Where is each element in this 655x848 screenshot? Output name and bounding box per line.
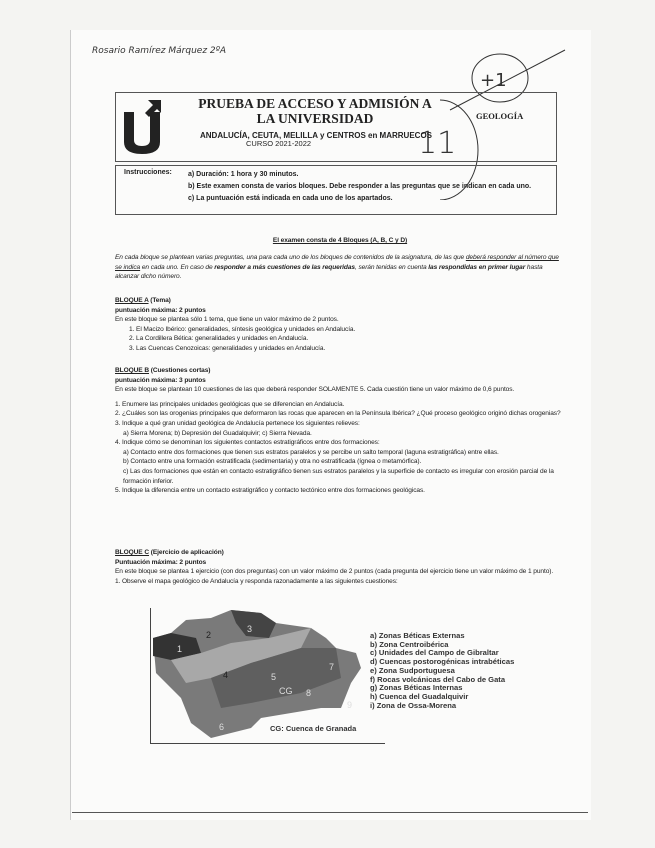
topic-item: 1. El Macizo Ibérico: generalidades, síntesis geológica y unidades en Andalucía. [129, 325, 356, 333]
legend-item: f) Rocas volcánicas del Cabo de Gata [370, 674, 506, 684]
legend-item: i) Zona de Ossa-Morena [370, 700, 457, 710]
instructions-box [115, 165, 557, 215]
topic-item-selected: 3. Las Cuencas Cenozoicas: generalidades y unidades en Andalucía. [129, 344, 326, 352]
svg-text:1: 1 [177, 644, 183, 654]
intro-paragraph: En cada bloque se plantean varias preguntas, una para cada uno de los bloques de contenidos de la asignatura, de las que deberá responder al número que se indica en cada uno. En caso de responder a más cuestiones de las requeridas, serán tenidas en cuenta las respondidas en primer lugar hasta alcanzar dicho número. [115, 254, 559, 281]
map-legend [370, 632, 514, 710]
svg-text:9: 9 [347, 700, 353, 710]
legend-item: a) Zonas Béticas Externas [370, 631, 465, 640]
svg-text:7: 7 [329, 662, 335, 672]
legend-item: d) Cuencas postorogénicas intrabéticas [370, 657, 515, 667]
svg-text:6: 6 [219, 722, 225, 732]
score-mark: 11 [418, 126, 457, 161]
legend-item: e) Zona Sudportuguesa [370, 665, 455, 675]
question-item: 2. ¿Cuáles son las orogenias principales que deformaron las rocas que aparecen en la Península Ibérica? ¿Qué proceso geológico originó dichas orogenias? [115, 410, 561, 418]
svg-text:5: 5 [271, 672, 277, 682]
map-caption: CG: Cuenca de Granada [270, 724, 357, 733]
exam-region: ANDALUCÍA, CEUTA, MELILLA y CENTROS en MARRUECOS [200, 131, 432, 140]
instruction-item: c) La puntuación está indicada en cada uno de los apartados. [188, 195, 393, 202]
instruction-item: a) Duración: 1 hora y 30 minutos. [188, 171, 299, 178]
legend-item: g) Zonas Béticas Internas [370, 683, 463, 693]
exam-title: PRUEBA DE ACCESO Y ADMISIÓN A LA UNIVERSIDAD [198, 96, 432, 126]
svg-text:3: 3 [247, 624, 253, 634]
svg-text:4: 4 [223, 670, 229, 680]
svg-text:8: 8 [306, 688, 312, 698]
topic-item: 2. La Cordillera Bética: generalidades y unidades en Andalucía. [129, 335, 309, 343]
bonus-mark: +1 [480, 70, 507, 91]
question-item: 5. Indique la diferencia entre un contacto estratigráfico y contacto tectónico entre dos formaciones geológicas. [115, 487, 425, 495]
instruction-item: b) Este examen consta de varios bloques. Debe responder a las preguntas que se indican en cada uno. [188, 183, 532, 190]
question-item: 3. Indique a qué gran unidad geológica de Andalucía pertenece los siguientes relieves: [115, 419, 360, 427]
student-name-handwritten: Rosario Ramírez Márquez 2ºA [92, 46, 227, 56]
bloque-b: BLOQUE B (Cuestiones cortas) puntuación máxima: 3 puntos En este bloque se plantean 10 cuestiones de las que deberá responder SOLAMENTE 5. Cada cuestión tiene un valor máximo de 0,6 puntos. 1. Enumere las principales unidades geológicas que se diferencian en Andalucía. 2. ¿Cuáles son las orogenias principales que deformaron las rocas que aparecen en la Península Ibérica? ¿Qué proceso geológico originó dichas orogenias? 3. Indique a qué gran unidad geológica de Andalucía pertenece los siguientes relieves: a) Sierra Morena; b) Depresión del Guadalquivir; c) Sierra Nevada. 4. Indique cómo se denominan los siguientes contactos estratigráficos entre dos formaciones: a) Contacto entre dos formaciones que tienen sus estratos paralelos y se percibe un salto temporal (laguna estratigráfica) entre ellas. b) Contacto entre una formación estratificada (sedimentaria) y otra no estratificada (ígnea o metamórfica). c) Las dos formaciones que están en contacto estratigráfico tienen sus estratos paralelos y la superficie de contacto es irregular con erosión parcial de la formación inferior. 5. Indique la diferencia entre un contacto estratigráfico y contacto tectónico entre dos formaciones geológicas. [115, 366, 565, 496]
bloque-a: BLOQUE A (Tema) puntuación máxima: 2 puntos En este bloque se plantea sólo 1 tema, que tiene un valor máximo de 2 puntos. 1. El Macizo Ibérico: generalidades, síntesis geológica y unidades en Andalucía. 2. La Cordillera Bética: generalidades y unidades en Andalucía. 3. Las Cuencas Cenozoicas: generalidades y unidades en Andalucía. [115, 296, 565, 354]
question-item: 1. Enumere las principales unidades geológicas que se diferencian en Andalucía. [115, 400, 345, 408]
legend-item: b) Zona Centroibérica [370, 639, 449, 649]
question-item: 4. Indique cómo se denominan los siguientes contactos estratigráficos entre dos formaciones: [115, 439, 380, 447]
exam-subject: GEOLOGÍA [476, 111, 524, 121]
university-logo [122, 98, 162, 154]
legend-item: h) Cuenca del Guadalquivir [370, 691, 469, 701]
svg-text:CG: CG [279, 686, 293, 696]
legend-item: c) Unidades del Campo de Gibraltar [370, 648, 499, 658]
exam-structure-heading: El examen consta de 4 Bloques (A, B, C y D) [272, 237, 408, 244]
exam-course: CURSO 2021-2022 [246, 139, 312, 148]
svg-text:2: 2 [206, 630, 212, 640]
bloque-c: BLOQUE C (Ejercicio de aplicación) Puntuación máxima: 2 puntos En este bloque se plantea 1 ejercicio (con dos preguntas) con un valor máximo de 2 puntos (cada pregunta del ejercicio tiene un valor máximo de 1 punto). 1. Observe el mapa geológico de Andalucía y responda razonadamente a las siguientes cuestiones: [115, 549, 554, 585]
instructions-label: Instrucciones: [124, 169, 172, 176]
page-bottom-edge [72, 812, 588, 813]
